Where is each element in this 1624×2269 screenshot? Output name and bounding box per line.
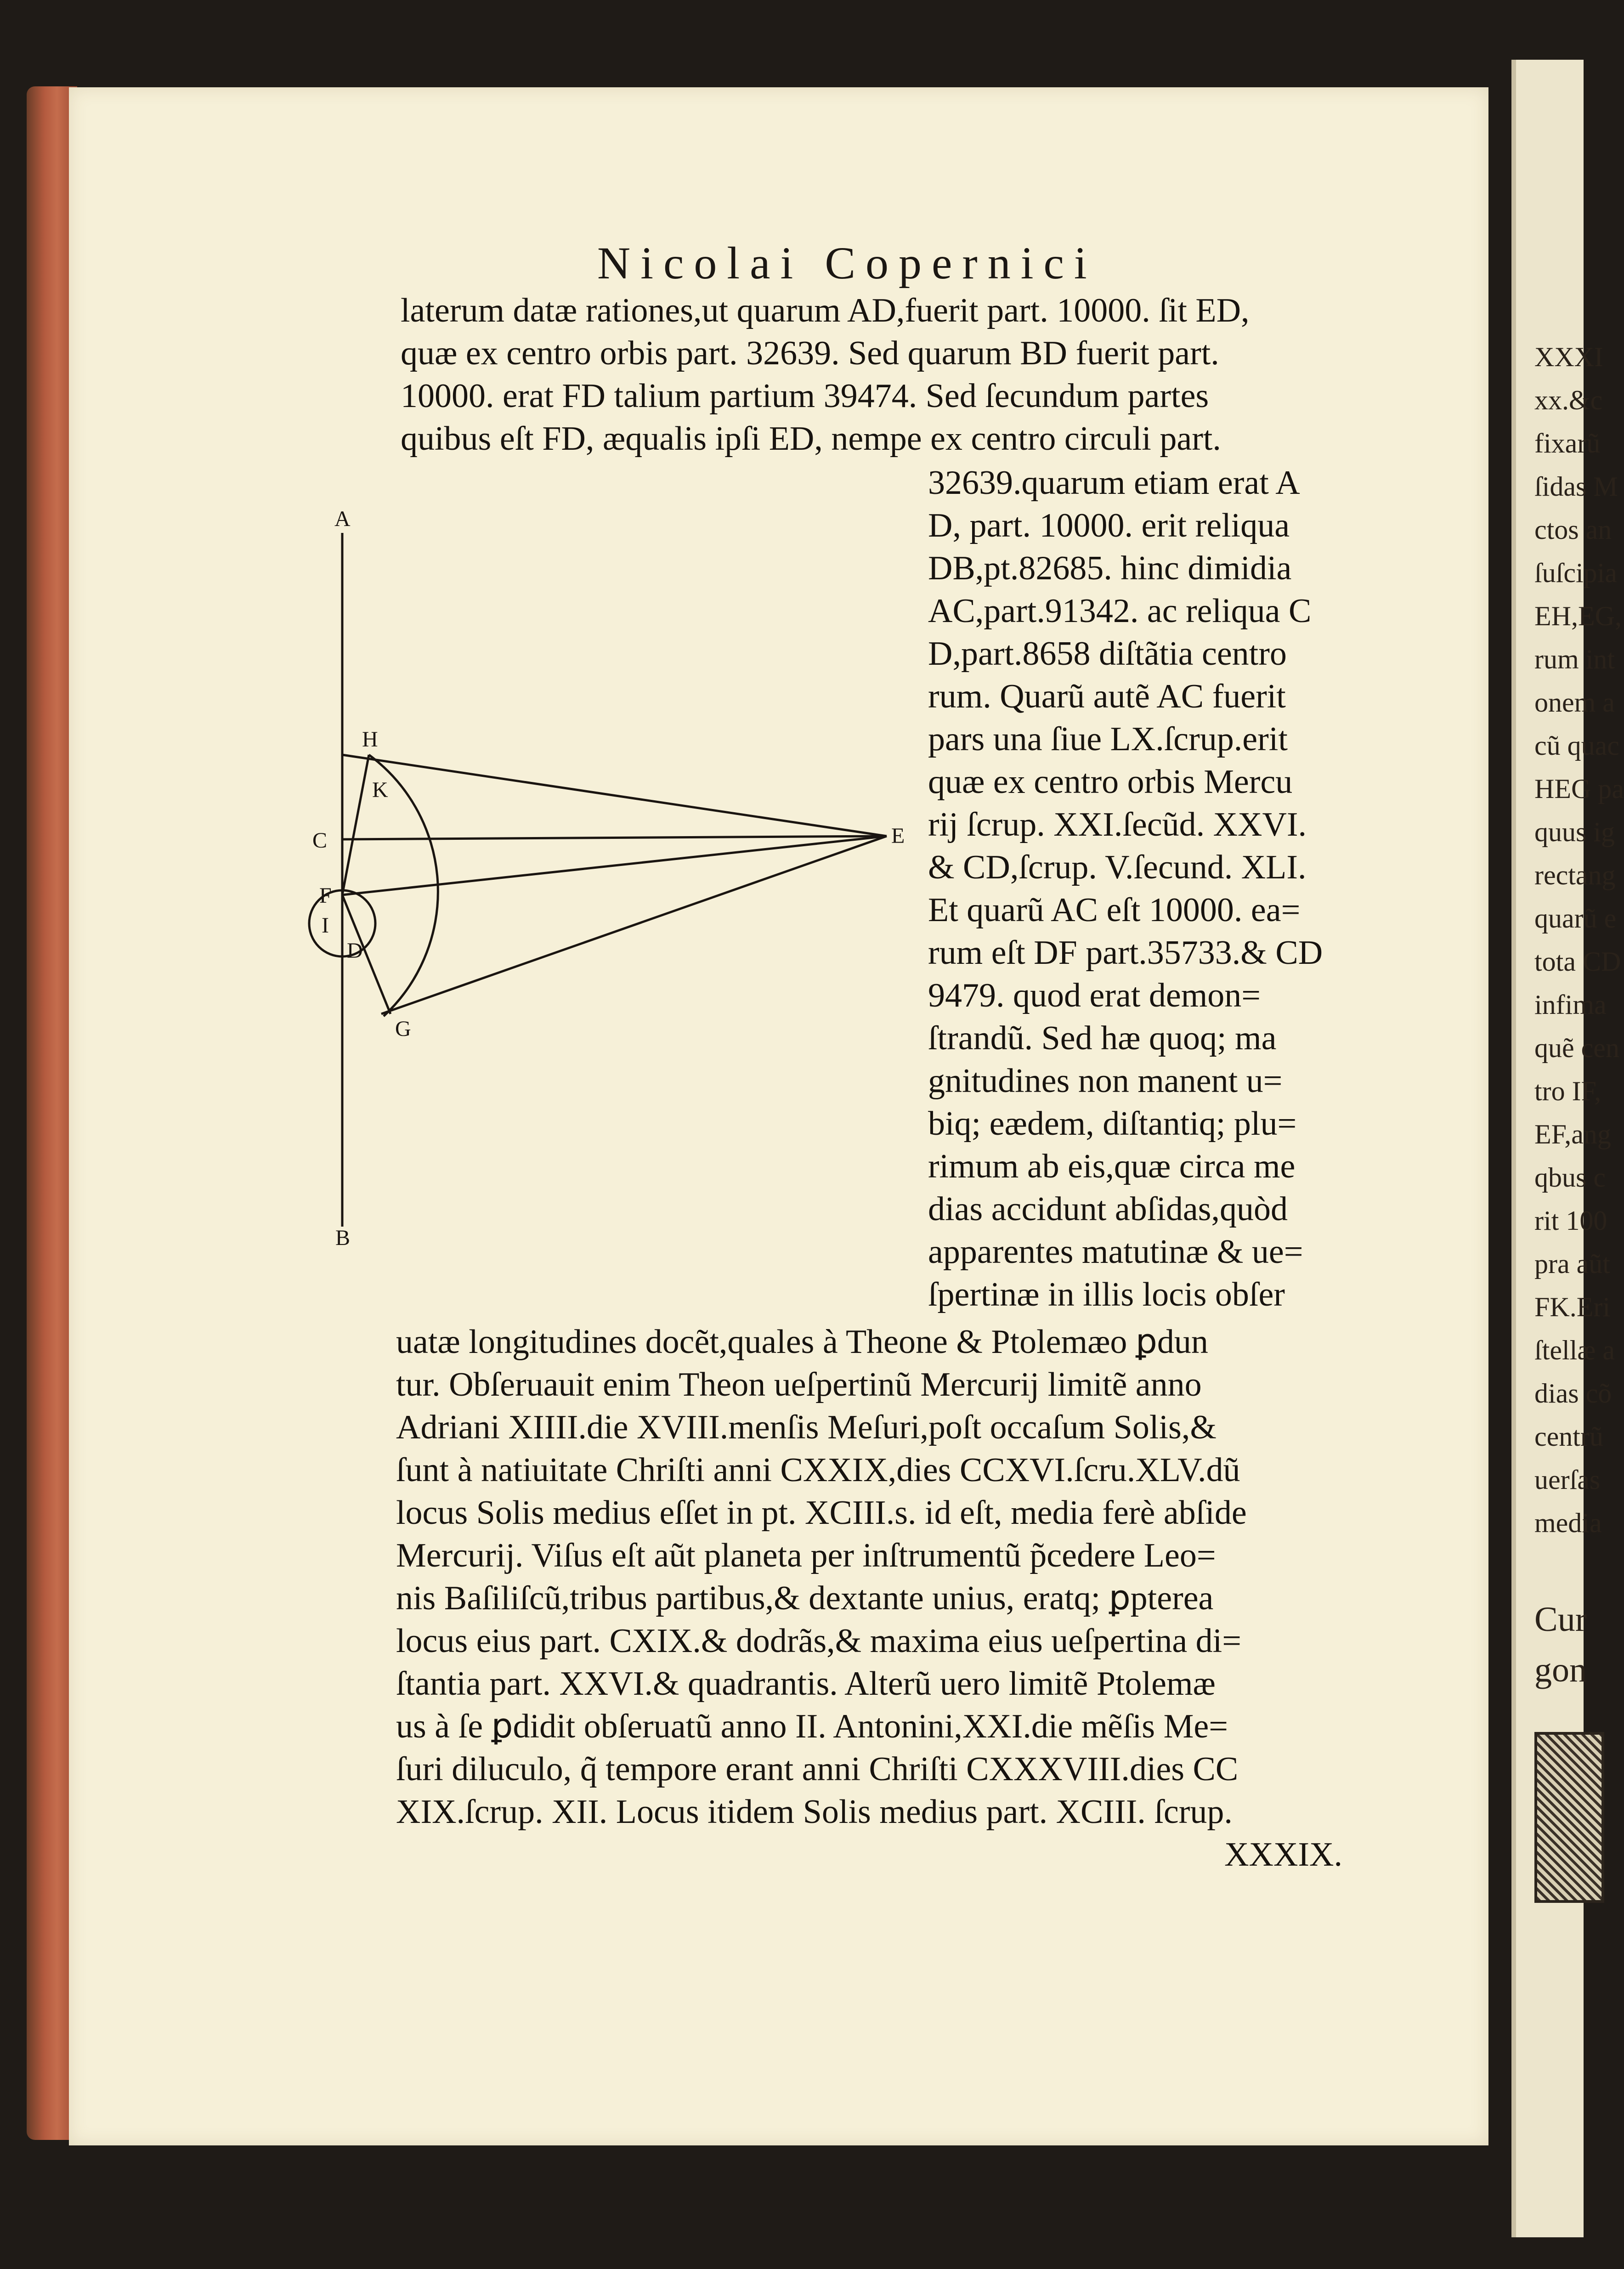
body-text-column — [928, 462, 1341, 1316]
next-page-line: qbus c — [1534, 1162, 1606, 1193]
label-a: A — [334, 507, 351, 531]
text-line: AC,part.91342. ac reliqua C — [928, 592, 1312, 630]
next-page-line: ctos an — [1534, 515, 1612, 545]
label-d: D — [347, 939, 363, 963]
next-page-line: gon — [1534, 1651, 1587, 1689]
text-line: ſunt à natiuitate Chriſti anni CXXIX,dies CCXVI.ſcru.XLV.dũ — [396, 1451, 1240, 1489]
text-line: locus Solis medius eſſet in pt. XCIII.s. id eſt, media ferè abſide — [396, 1494, 1247, 1532]
next-page-line: quẽ cen — [1534, 1033, 1619, 1063]
next-page-line: XXXI — [1534, 342, 1603, 372]
text-line: uatæ longitudines docẽt,quales à Theone & Ptolemæo ꝑdun — [396, 1323, 1208, 1361]
next-page-line: dias cõ — [1534, 1378, 1612, 1409]
text-line: ſpertinæ in illis locis obſer — [928, 1276, 1285, 1313]
next-page-line: tota CD — [1534, 946, 1621, 977]
next-page-line: centrũ — [1534, 1421, 1603, 1452]
label-k: K — [372, 778, 388, 802]
next-page-line: fixarũ — [1534, 428, 1601, 458]
next-page-line: uerſas — [1534, 1465, 1601, 1495]
body-text-top — [401, 289, 1340, 460]
text-line: quibus eſt FD, æqualis ipſi ED, nempe ex centro circuli part. — [401, 420, 1221, 458]
next-page-line: infima — [1534, 990, 1607, 1020]
text-line: 10000. erat FD talium partium 39474. Sed ſecundum partes — [401, 377, 1209, 415]
label-e: E — [891, 824, 905, 848]
text-line: DB,pt.82685. hinc dimidia — [928, 549, 1292, 587]
line-hf — [342, 755, 369, 895]
text-line: tur. Obſeruauit enim Theon ueſpertinũ Mercurij limitẽ anno — [396, 1366, 1202, 1403]
label-i: I — [322, 913, 329, 938]
text-line: ſtrandũ. Sed hæ quoq; ma — [928, 1019, 1277, 1057]
next-page-line: rit 100 — [1534, 1205, 1607, 1236]
label-g: G — [395, 1017, 411, 1041]
text-line: Et quarũ AC eſt 10000. ea= — [928, 891, 1301, 929]
label-c: C — [312, 828, 328, 853]
next-page-line: Cur — [1534, 1600, 1587, 1639]
next-page-text — [1516, 335, 1624, 1545]
next-page-line: quarũ e — [1534, 903, 1617, 934]
text-line: quæ ex centro orbis part. 32639. Sed quarum BD fuerit part. — [401, 334, 1219, 372]
next-page-line: FK.Eri — [1534, 1292, 1610, 1322]
text-line: gnitudines non manent u= — [928, 1062, 1283, 1100]
text-line: 9479. quod erat demon= — [928, 977, 1261, 1014]
next-page-line: EF,ang — [1534, 1119, 1611, 1149]
text-line: apparentes matutinæ & ue= — [928, 1233, 1303, 1271]
text-line: biq; eædem, diſtantiq; plu= — [928, 1105, 1297, 1143]
next-page-line: ſidas M — [1534, 471, 1618, 502]
text-line: rum eſt DF part.35733.& CD — [928, 934, 1323, 972]
next-page-line: tro IF, — [1534, 1076, 1601, 1106]
next-page-line: rum int — [1534, 644, 1615, 674]
next-page-line: HEG pa — [1534, 774, 1624, 804]
label-h: H — [362, 727, 378, 752]
text-line: ſuri diluculo, q̃ tempore erant anni Chriſti CXXXVIII.dies CC — [396, 1750, 1239, 1788]
next-page-edge — [1511, 60, 1624, 2237]
next-page-line: ſtellæ a — [1534, 1335, 1615, 1365]
text-line: laterum datæ rationes,ut quarum AD,fuerit part. 10000. ſit ED, — [401, 292, 1250, 329]
next-page-line: pra aũt — [1534, 1249, 1610, 1279]
label-f: F — [319, 883, 332, 908]
text-line: pars una ſiue LX.ſcrup.erit — [928, 720, 1288, 758]
next-page-line: cũ quac — [1534, 730, 1619, 761]
text-line: rij ſcrup. XXI.ſecũd. XXVI. — [928, 806, 1307, 843]
body-text-bottom — [396, 1321, 1342, 1876]
next-page-line: xx.&c — [1534, 385, 1603, 415]
next-page-bottom-text — [1516, 1594, 1587, 1695]
label-b: B — [335, 1226, 351, 1250]
text-line: D, part. 10000. erit reliqua — [928, 507, 1290, 544]
text-line: rimum ab eis,quæ circa me — [928, 1148, 1296, 1185]
next-page-line: media — [1534, 1508, 1602, 1538]
text-line: 32639.quarum etiam erat A — [928, 464, 1300, 502]
text-line: rum. Quarũ autẽ AC fuerit — [928, 678, 1286, 715]
next-page-line: EH,EG, — [1534, 601, 1622, 631]
text-line: D,part.8658 diſtãtia centro — [928, 635, 1287, 673]
next-page-line: quus ig — [1534, 817, 1615, 847]
next-page-line: onem a — [1534, 687, 1615, 718]
geometric-diagram — [257, 505, 946, 1286]
text-line: dias accidunt abſidas,quòd — [928, 1190, 1288, 1228]
text-line: Mercurij. Viſus eſt aũt planeta per inſtrumentũ p̃cedere Leo= — [396, 1537, 1216, 1574]
text-line: nis Baſiliſcũ,tribus partibus,& dextante unius, eratq; ꝑpterea — [396, 1579, 1214, 1617]
text-line: quæ ex centro orbis Mercu — [928, 763, 1293, 801]
running-head: Nicolai Copernici — [597, 238, 1097, 289]
text-line: ſtantia part. XXVI.& quadrantis. Alterũ uero limitẽ Ptolemæ — [396, 1665, 1216, 1703]
text-line: locus eius part. CXIX.& dodrãs,& maxima eius ueſpertina di= — [396, 1622, 1241, 1660]
text-line: XIX.ſcrup. XII. Locus itidem Solis medius part. XCIII. ſcrup. — [396, 1793, 1233, 1831]
text-line: & CD,ſcrup. V.ſecund. XLI. — [928, 849, 1307, 886]
line-ce — [342, 836, 887, 839]
next-page-line: rectang — [1534, 860, 1616, 890]
text-line: Adriani XIIII.die XVIII.menſis Meſuri,poſt occaſum Solis,& — [396, 1409, 1217, 1446]
text-line: XXXIX. — [1224, 1836, 1342, 1873]
text-line: us à ſe ꝑdidit obſeruatũ anno II. Antonini,XXI.die mẽſis Me= — [396, 1708, 1228, 1745]
ornament-initial — [1534, 1732, 1604, 1903]
next-page-line: ſuſcipia — [1534, 558, 1617, 588]
diagram-svg — [257, 505, 946, 1286]
